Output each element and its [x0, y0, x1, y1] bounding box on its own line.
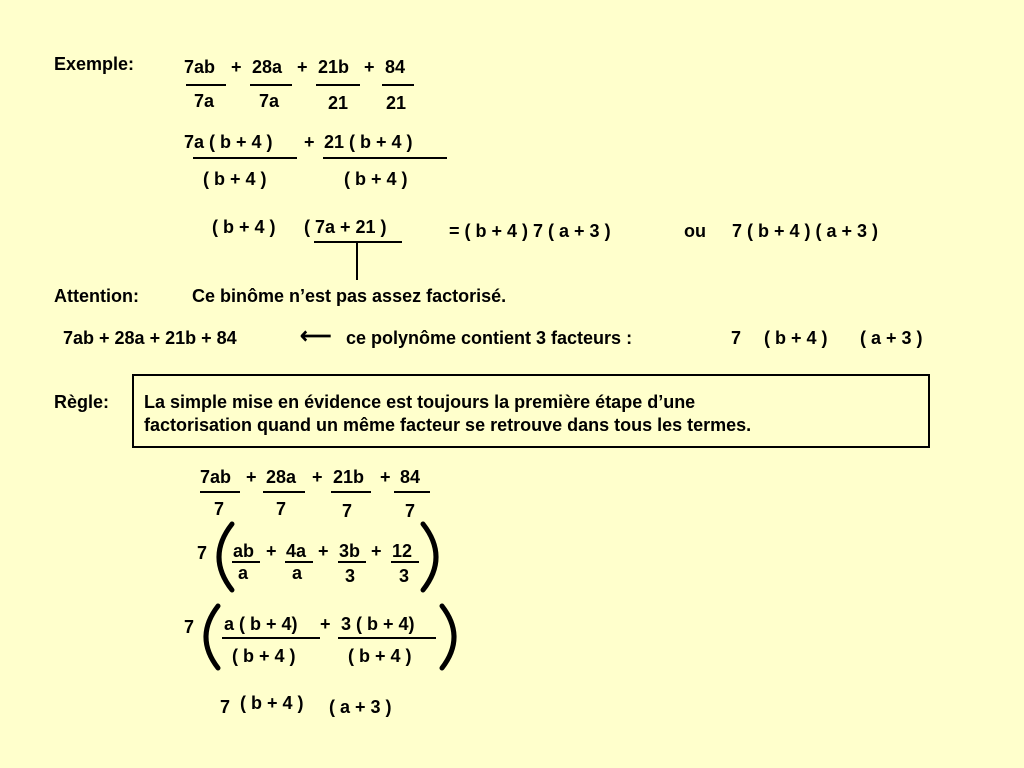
coefficient: 7 — [184, 617, 195, 637]
divisor: 21 — [386, 93, 407, 113]
factor: 7 — [731, 328, 742, 348]
term: 28a — [252, 57, 283, 77]
operator: + — [364, 57, 375, 77]
term: 21b — [318, 57, 350, 77]
operator: + — [371, 541, 382, 561]
fraction-bar — [222, 637, 320, 639]
left-arrow-icon: ⟵ — [300, 323, 332, 348]
pointer-line — [356, 242, 358, 280]
divisor: a — [238, 563, 249, 583]
factor: ( b + 4 ) — [764, 328, 828, 348]
fraction-bar — [316, 84, 360, 86]
fraction-bar — [391, 561, 419, 563]
left-paren-shape — [219, 524, 232, 590]
divisor: 7 — [214, 499, 225, 519]
fraction-bar — [382, 84, 414, 86]
divisor: 7a — [194, 91, 215, 111]
divisor: 7 — [276, 499, 287, 519]
fraction-bar — [338, 561, 366, 563]
divisor: ( b + 4 ) — [348, 646, 412, 666]
factor: ( b + 4 ) — [212, 217, 276, 237]
divisor: 3 — [399, 566, 410, 586]
operator: + — [231, 57, 242, 77]
fraction-bar — [263, 491, 305, 493]
factor: ( 7a + 21 ) — [304, 217, 387, 237]
term: 4a — [286, 541, 307, 561]
term: 7ab — [184, 57, 216, 77]
rule-label: Règle: — [54, 392, 110, 412]
divisor: 3 — [345, 566, 356, 586]
or-word: ou — [684, 221, 706, 241]
right-paren-shape — [442, 606, 454, 668]
polynomial: 7ab + 28a + 21b + 84 — [63, 328, 237, 348]
operator: + — [246, 467, 257, 487]
term: 12 — [392, 541, 413, 561]
factor: ( b + 4 ) — [240, 693, 304, 713]
fraction-bar — [200, 491, 240, 493]
divisor: 21 — [328, 93, 349, 113]
term: 7ab — [200, 467, 232, 487]
left-paren-shape — [206, 606, 218, 668]
divisor: ( b + 4 ) — [344, 169, 408, 189]
operator: + — [320, 614, 331, 634]
fraction-bar — [394, 491, 430, 493]
term: 7a ( b + 4 ) — [184, 132, 273, 152]
operator: + — [380, 467, 391, 487]
divisor: 7 — [342, 501, 353, 521]
term: 84 — [400, 467, 421, 487]
right-paren-shape — [423, 524, 436, 590]
fraction-bar — [193, 157, 297, 159]
attention-text: Ce binôme n’est pas assez factorisé. — [192, 286, 507, 306]
factor: ( a + 3 ) — [329, 697, 392, 717]
term: 3 ( b + 4) — [341, 614, 415, 634]
divisor: a — [292, 563, 303, 583]
fraction-bar — [331, 491, 371, 493]
divisor: ( b + 4 ) — [203, 169, 267, 189]
term: 28a — [266, 467, 297, 487]
rule-text-line: La simple mise en évidence est toujours la première étape d’une — [144, 392, 696, 412]
term: 3b — [339, 541, 361, 561]
underline-bar — [314, 241, 402, 243]
divisor: ( b + 4 ) — [232, 646, 296, 666]
attention-label: Attention: — [54, 286, 139, 306]
fraction-bar — [338, 637, 436, 639]
fraction-bar — [323, 157, 447, 159]
fraction-bar — [250, 84, 292, 86]
operator: + — [304, 132, 315, 152]
divisor: 7a — [259, 91, 280, 111]
operator: + — [312, 467, 323, 487]
divisor: 7 — [405, 501, 416, 521]
term: 21 ( b + 4 ) — [324, 132, 413, 152]
rule-text-line: factorisation quand un même facteur se retrouve dans tous les termes. — [144, 415, 752, 435]
factor: 7 — [220, 697, 231, 717]
term: 84 — [385, 57, 406, 77]
term: 21b — [333, 467, 365, 487]
factor: ( a + 3 ) — [860, 328, 923, 348]
contains-text: ce polynôme contient 3 facteurs : — [346, 328, 633, 348]
equals-result: = ( b + 4 ) 7 ( a + 3 ) — [449, 221, 611, 241]
operator: + — [266, 541, 277, 561]
fraction-bar — [186, 84, 226, 86]
example-label: Exemple: — [54, 54, 135, 74]
term: a ( b + 4) — [224, 614, 298, 634]
operator: + — [318, 541, 329, 561]
operator: + — [297, 57, 308, 77]
alternative-result: 7 ( b + 4 ) ( a + 3 ) — [732, 221, 879, 241]
coefficient: 7 — [197, 543, 208, 563]
term: ab — [233, 541, 255, 561]
